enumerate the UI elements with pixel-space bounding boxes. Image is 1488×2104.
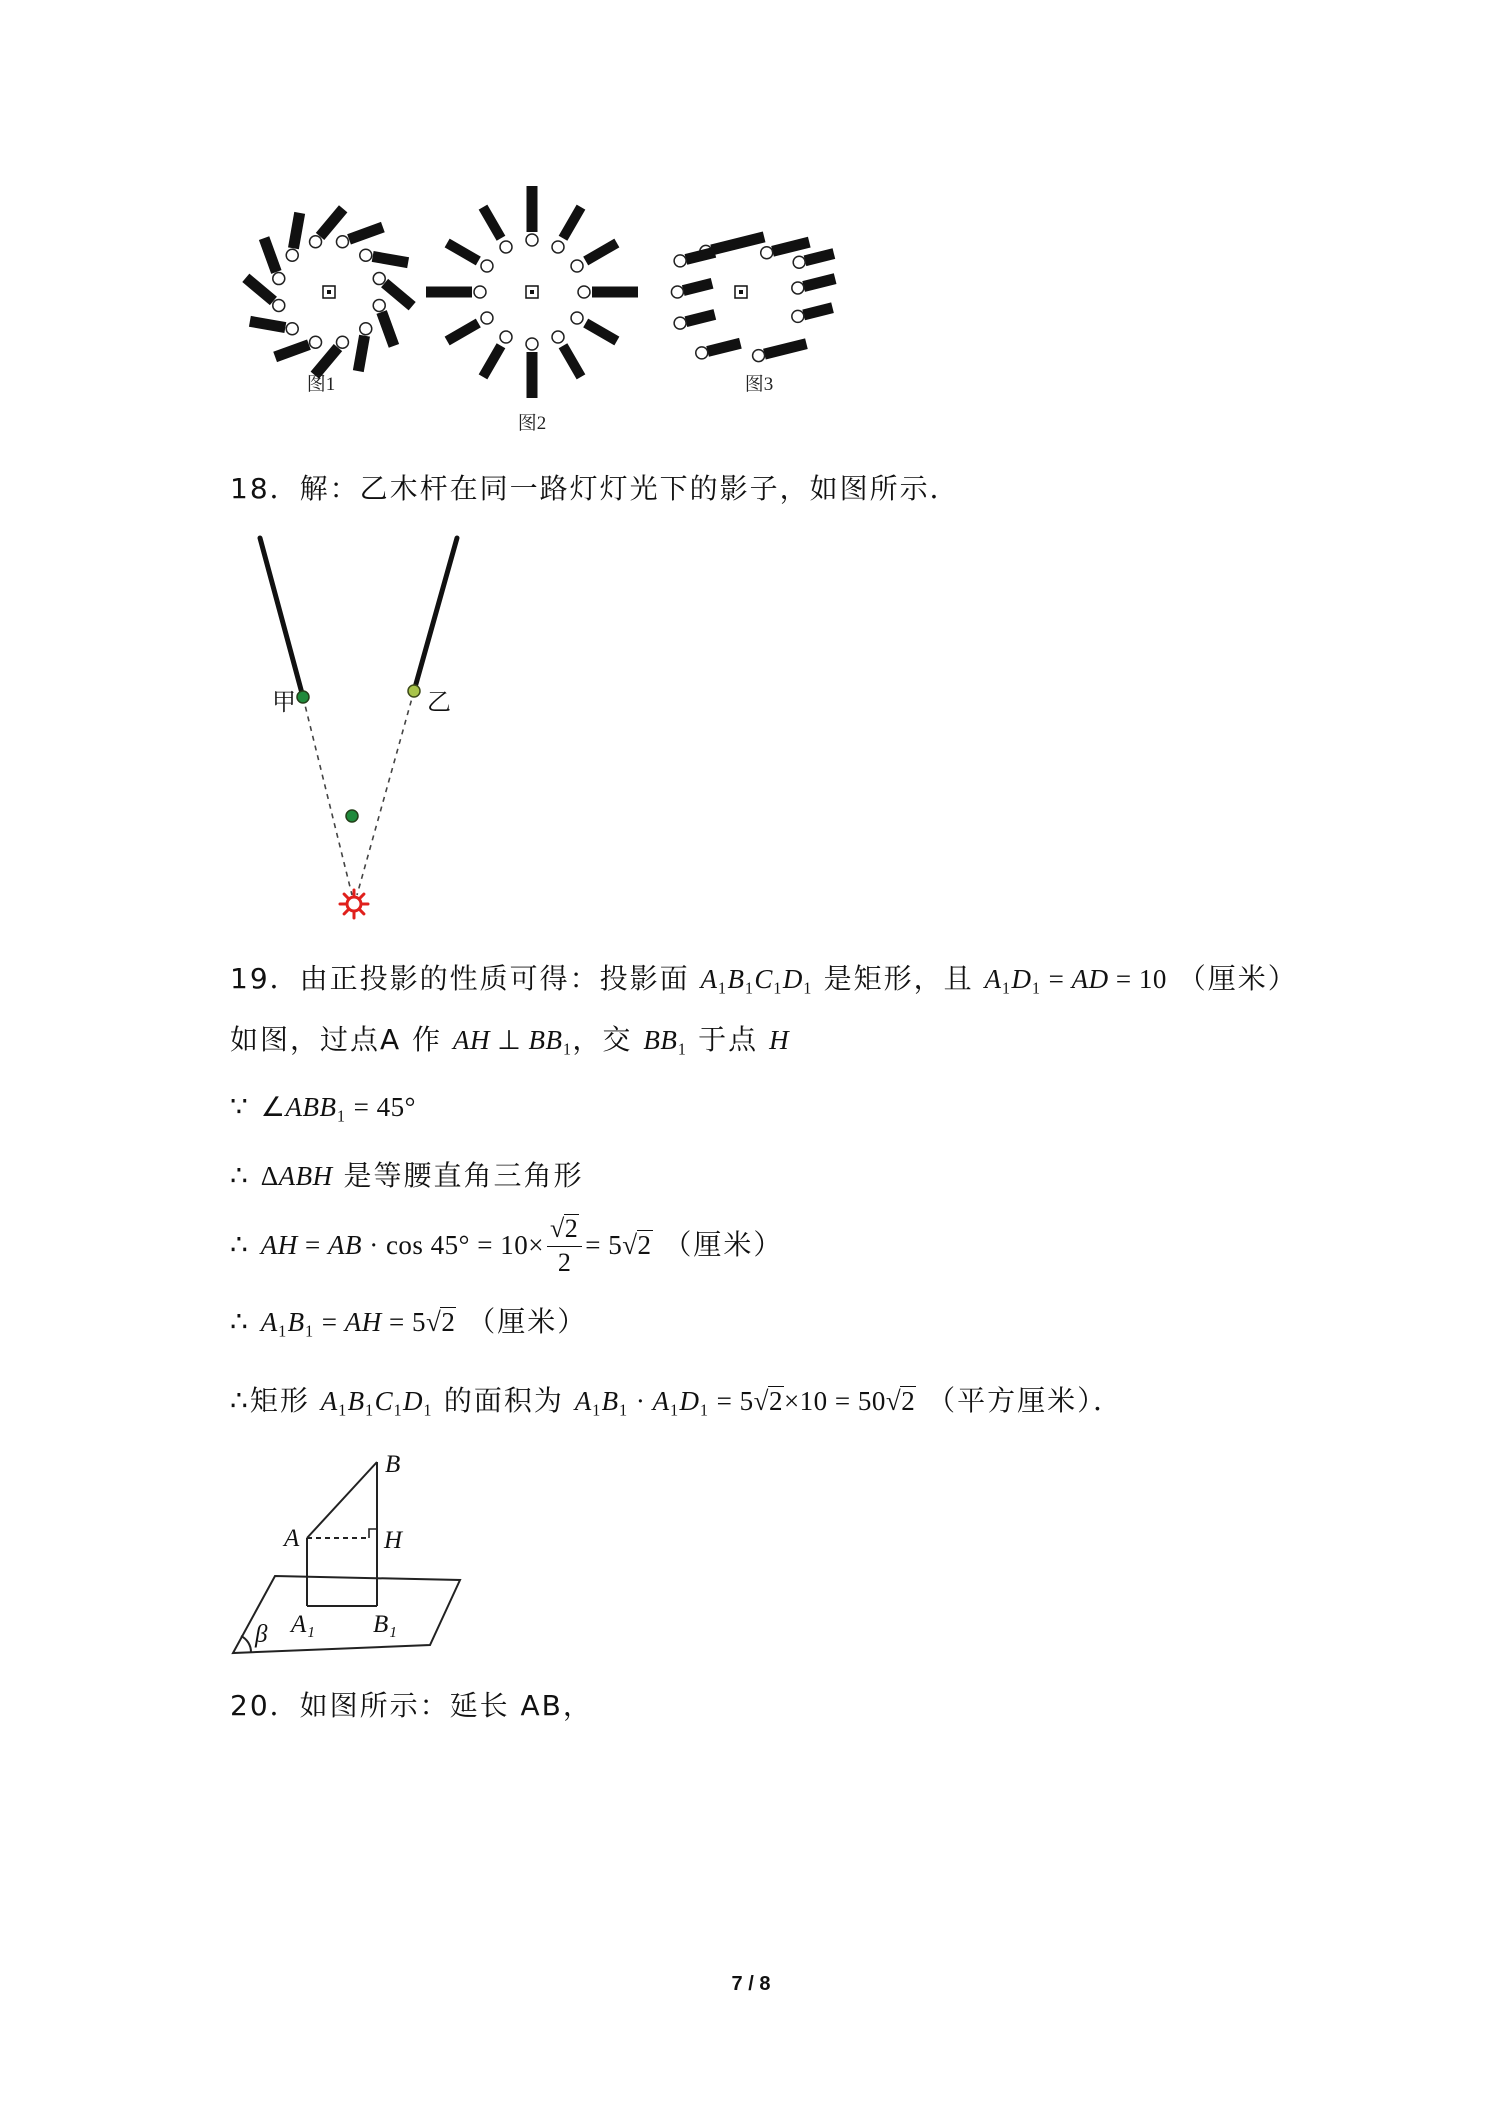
- light-ray-right: [357, 691, 414, 895]
- light-ray: [344, 894, 348, 898]
- angle-label-beta: β: [255, 1621, 268, 1648]
- fig1-stick-dot: [273, 273, 285, 285]
- light-ray: [360, 910, 364, 914]
- fig1-stick-dot: [336, 236, 348, 248]
- fig1-shadow-bar: [320, 209, 343, 237]
- figure-2-label: 图2: [517, 413, 547, 434]
- fig2-stick-dot: [481, 312, 493, 324]
- fig2-stick-dot: [578, 286, 590, 298]
- figure-2-shadows: [426, 186, 638, 398]
- therefore-symbol: ∴: [230, 1159, 261, 1192]
- fig1-stick-dot: [310, 236, 322, 248]
- q19-line-7-formula-a: A₁B₁C₁D₁: [320, 1386, 433, 1416]
- pole-jia-base-dot: [297, 691, 309, 703]
- fig1-shadow-bar: [382, 312, 394, 346]
- fig1-stick-dot: [273, 299, 285, 311]
- light-ray-left: [303, 697, 352, 895]
- fig3-stick-dot: [671, 286, 683, 298]
- q19-line-7-formula-b: A₁B₁ · A₁D₁ = 5√2×10 = 50√2: [574, 1386, 916, 1416]
- segment-AB: [307, 1462, 377, 1538]
- fig2-stick-dot: [474, 286, 486, 298]
- q19-line-4-formula: ΔABH: [260, 1161, 333, 1191]
- q19-line-7-unit: （平方厘米）．: [916, 1384, 1124, 1417]
- q19-line-5-formula-a: AH = AB · cos 45° = 10×: [260, 1230, 544, 1260]
- q19-line-4-text: 是等腰直角三角形: [332, 1159, 584, 1192]
- q19-line-1-text-c: （厘米）: [1166, 962, 1298, 995]
- q19-line-2: [230, 1018, 789, 1062]
- fig3-stick-dot: [761, 247, 773, 259]
- pole-yi: [414, 538, 457, 691]
- pole-jia: [260, 538, 303, 697]
- q19-line-3-formula: ∠ABB₁ = 45°: [260, 1092, 416, 1122]
- q19-line-6-unit: （厘米）: [456, 1305, 588, 1338]
- fig2-shadow-bar: [563, 207, 581, 238]
- fig1-stick-dot: [360, 249, 372, 261]
- fig1-stick-dot: [336, 336, 348, 348]
- fig3-stick-dot: [696, 347, 708, 359]
- fig3-stick-dot: [753, 350, 765, 362]
- fig1-center-dot: [327, 290, 331, 294]
- fig3-center-dot: [739, 290, 743, 294]
- pole-jia-label: 甲: [272, 688, 296, 716]
- fig2-shadow-bar: [563, 346, 581, 377]
- q19-line-1-formula-a: A₁B₁C₁D₁: [700, 964, 813, 994]
- page-number: 7 / 8: [731, 1973, 771, 1995]
- fig1-shadow-bar: [358, 336, 364, 371]
- street-light-icon: [340, 890, 368, 918]
- fig1-shadow-bar: [275, 345, 309, 357]
- fig2-stick-dot: [552, 241, 564, 253]
- point-label-A: A: [284, 1525, 300, 1552]
- fig1-shadow-bar: [385, 283, 413, 306]
- fig3-shadow-bar: [764, 344, 806, 354]
- fig3-shadow-bar: [805, 254, 834, 261]
- fig1-shadow-bar: [250, 321, 285, 327]
- q19-line-5-unit: （厘米）: [652, 1228, 784, 1261]
- q18-figure: [260, 538, 457, 918]
- midpoint-dot: [346, 810, 358, 822]
- q19-line-6-formula: A₁B₁ = AH = 5√2: [260, 1307, 456, 1337]
- fig2-shadow-bar: [586, 323, 617, 341]
- fig3-shadow-bar: [804, 279, 836, 287]
- light-ray: [344, 910, 348, 914]
- fig2-shadow-bar: [447, 243, 478, 261]
- fig1-stick-dot: [373, 273, 385, 285]
- fig3-shadow-bar: [804, 308, 833, 315]
- figure-3-label: 图3: [744, 374, 774, 395]
- fig2-shadow-bar: [586, 243, 617, 261]
- light-ray: [360, 894, 364, 898]
- fig1-shadow-bar: [293, 213, 299, 248]
- figure-1-label: 图1: [306, 374, 336, 395]
- fig3-stick-dot: [674, 317, 686, 329]
- q19-line-3: [230, 1085, 416, 1129]
- fig2-stick-dot: [526, 338, 538, 350]
- fig1-shadow-bar: [349, 227, 383, 239]
- fig3-stick-dot: [674, 255, 686, 267]
- fig3-shadow-bar: [773, 242, 810, 251]
- fig3-stick-dot: [792, 282, 804, 294]
- q19-line-2-text-c: 于点: [687, 1023, 770, 1056]
- q19-line-6: [230, 1300, 587, 1344]
- point-label-B: B: [385, 1451, 401, 1478]
- angle-beta-arc: [241, 1636, 251, 1652]
- figure-3-shadows: [671, 237, 835, 362]
- fig2-stick-dot: [481, 260, 493, 272]
- fig1-stick-dot: [310, 336, 322, 348]
- q19-line-7-text-b: 的面积为: [432, 1384, 575, 1417]
- fig2-stick-dot: [500, 241, 512, 253]
- because-symbol: ∵: [230, 1090, 261, 1123]
- q19-line-7-text-a: ∴矩形: [230, 1384, 321, 1417]
- fig2-stick-dot: [571, 312, 583, 324]
- fig2-stick-dot: [500, 331, 512, 343]
- fig2-shadow-bar: [483, 207, 501, 238]
- fig1-stick-dot: [286, 323, 298, 335]
- right-angle-mark: [369, 1529, 377, 1538]
- fig1-shadow-bar: [315, 348, 338, 376]
- point-label-A1: A₁: [291, 1611, 315, 1638]
- pole-yi-base-dot: [408, 685, 420, 697]
- q19-line-2-formula-a: AH ⊥ BB₁: [452, 1025, 573, 1055]
- therefore-symbol: ∴: [230, 1228, 261, 1261]
- fig2-stick-dot: [571, 260, 583, 272]
- fig3-stick-dot: [793, 256, 805, 268]
- therefore-symbol: ∴: [230, 1305, 261, 1338]
- q19-line-4: [230, 1154, 584, 1198]
- q19-line-7: [230, 1379, 1123, 1423]
- fig1-stick-dot: [373, 299, 385, 311]
- q19-line-2-text-b: ，交: [572, 1023, 644, 1056]
- q19-line-1-formula-b: A₁D₁ = AD = 10: [984, 964, 1167, 994]
- fig3-shadow-bar: [683, 283, 712, 290]
- fig1-stick-dot: [360, 323, 372, 335]
- point-label-H: H: [384, 1527, 403, 1554]
- fig2-stick-dot: [526, 234, 538, 246]
- fig1-shadow-bar: [373, 256, 408, 262]
- figure-1-shadows: [246, 209, 412, 375]
- q19-line-1-text-a: 19．由正投影的性质可得：投影面: [230, 962, 701, 995]
- q19-line-1-text-b: 是矩形，且: [812, 962, 985, 995]
- fraction: [547, 1213, 582, 1279]
- q19-line-2-text-a: 如图，过点A 作: [230, 1023, 453, 1056]
- fig3-shadow-bar: [686, 314, 715, 321]
- light-core: [347, 897, 361, 911]
- q19-line-2-formula-c: H: [769, 1025, 790, 1055]
- fig2-shadow-bar: [447, 323, 478, 341]
- fig2-stick-dot: [552, 331, 564, 343]
- q19-line-2-formula-b: BB₁: [643, 1025, 688, 1055]
- fig2-center-dot: [530, 290, 534, 294]
- q19-line-5-formula-b: = 5√2: [585, 1230, 652, 1260]
- fig1-shadow-bar: [264, 238, 276, 272]
- pole-yi-label: 乙: [427, 688, 451, 716]
- fig1-stick-dot: [286, 249, 298, 261]
- fig1-shadow-bar: [246, 278, 274, 301]
- fraction-numerator: √2: [547, 1213, 582, 1247]
- q20-text: 20．如图所示：延长 AB，: [230, 1689, 593, 1722]
- fig2-shadow-bar: [483, 346, 501, 377]
- fig3-shadow-bar: [708, 343, 741, 351]
- q19-line-5: [230, 1203, 783, 1287]
- fraction-denominator: 2: [557, 1248, 572, 1277]
- q19-line-1: [230, 957, 1298, 1001]
- point-label-B1: B₁: [373, 1611, 397, 1638]
- fig3-shadow-bar: [686, 252, 715, 259]
- q18-text: 18．解：乙木杆在同一路灯灯光下的影子，如图所示．: [230, 472, 960, 505]
- fig3-shadow-bar: [712, 237, 765, 250]
- fig3-stick-dot: [792, 310, 804, 322]
